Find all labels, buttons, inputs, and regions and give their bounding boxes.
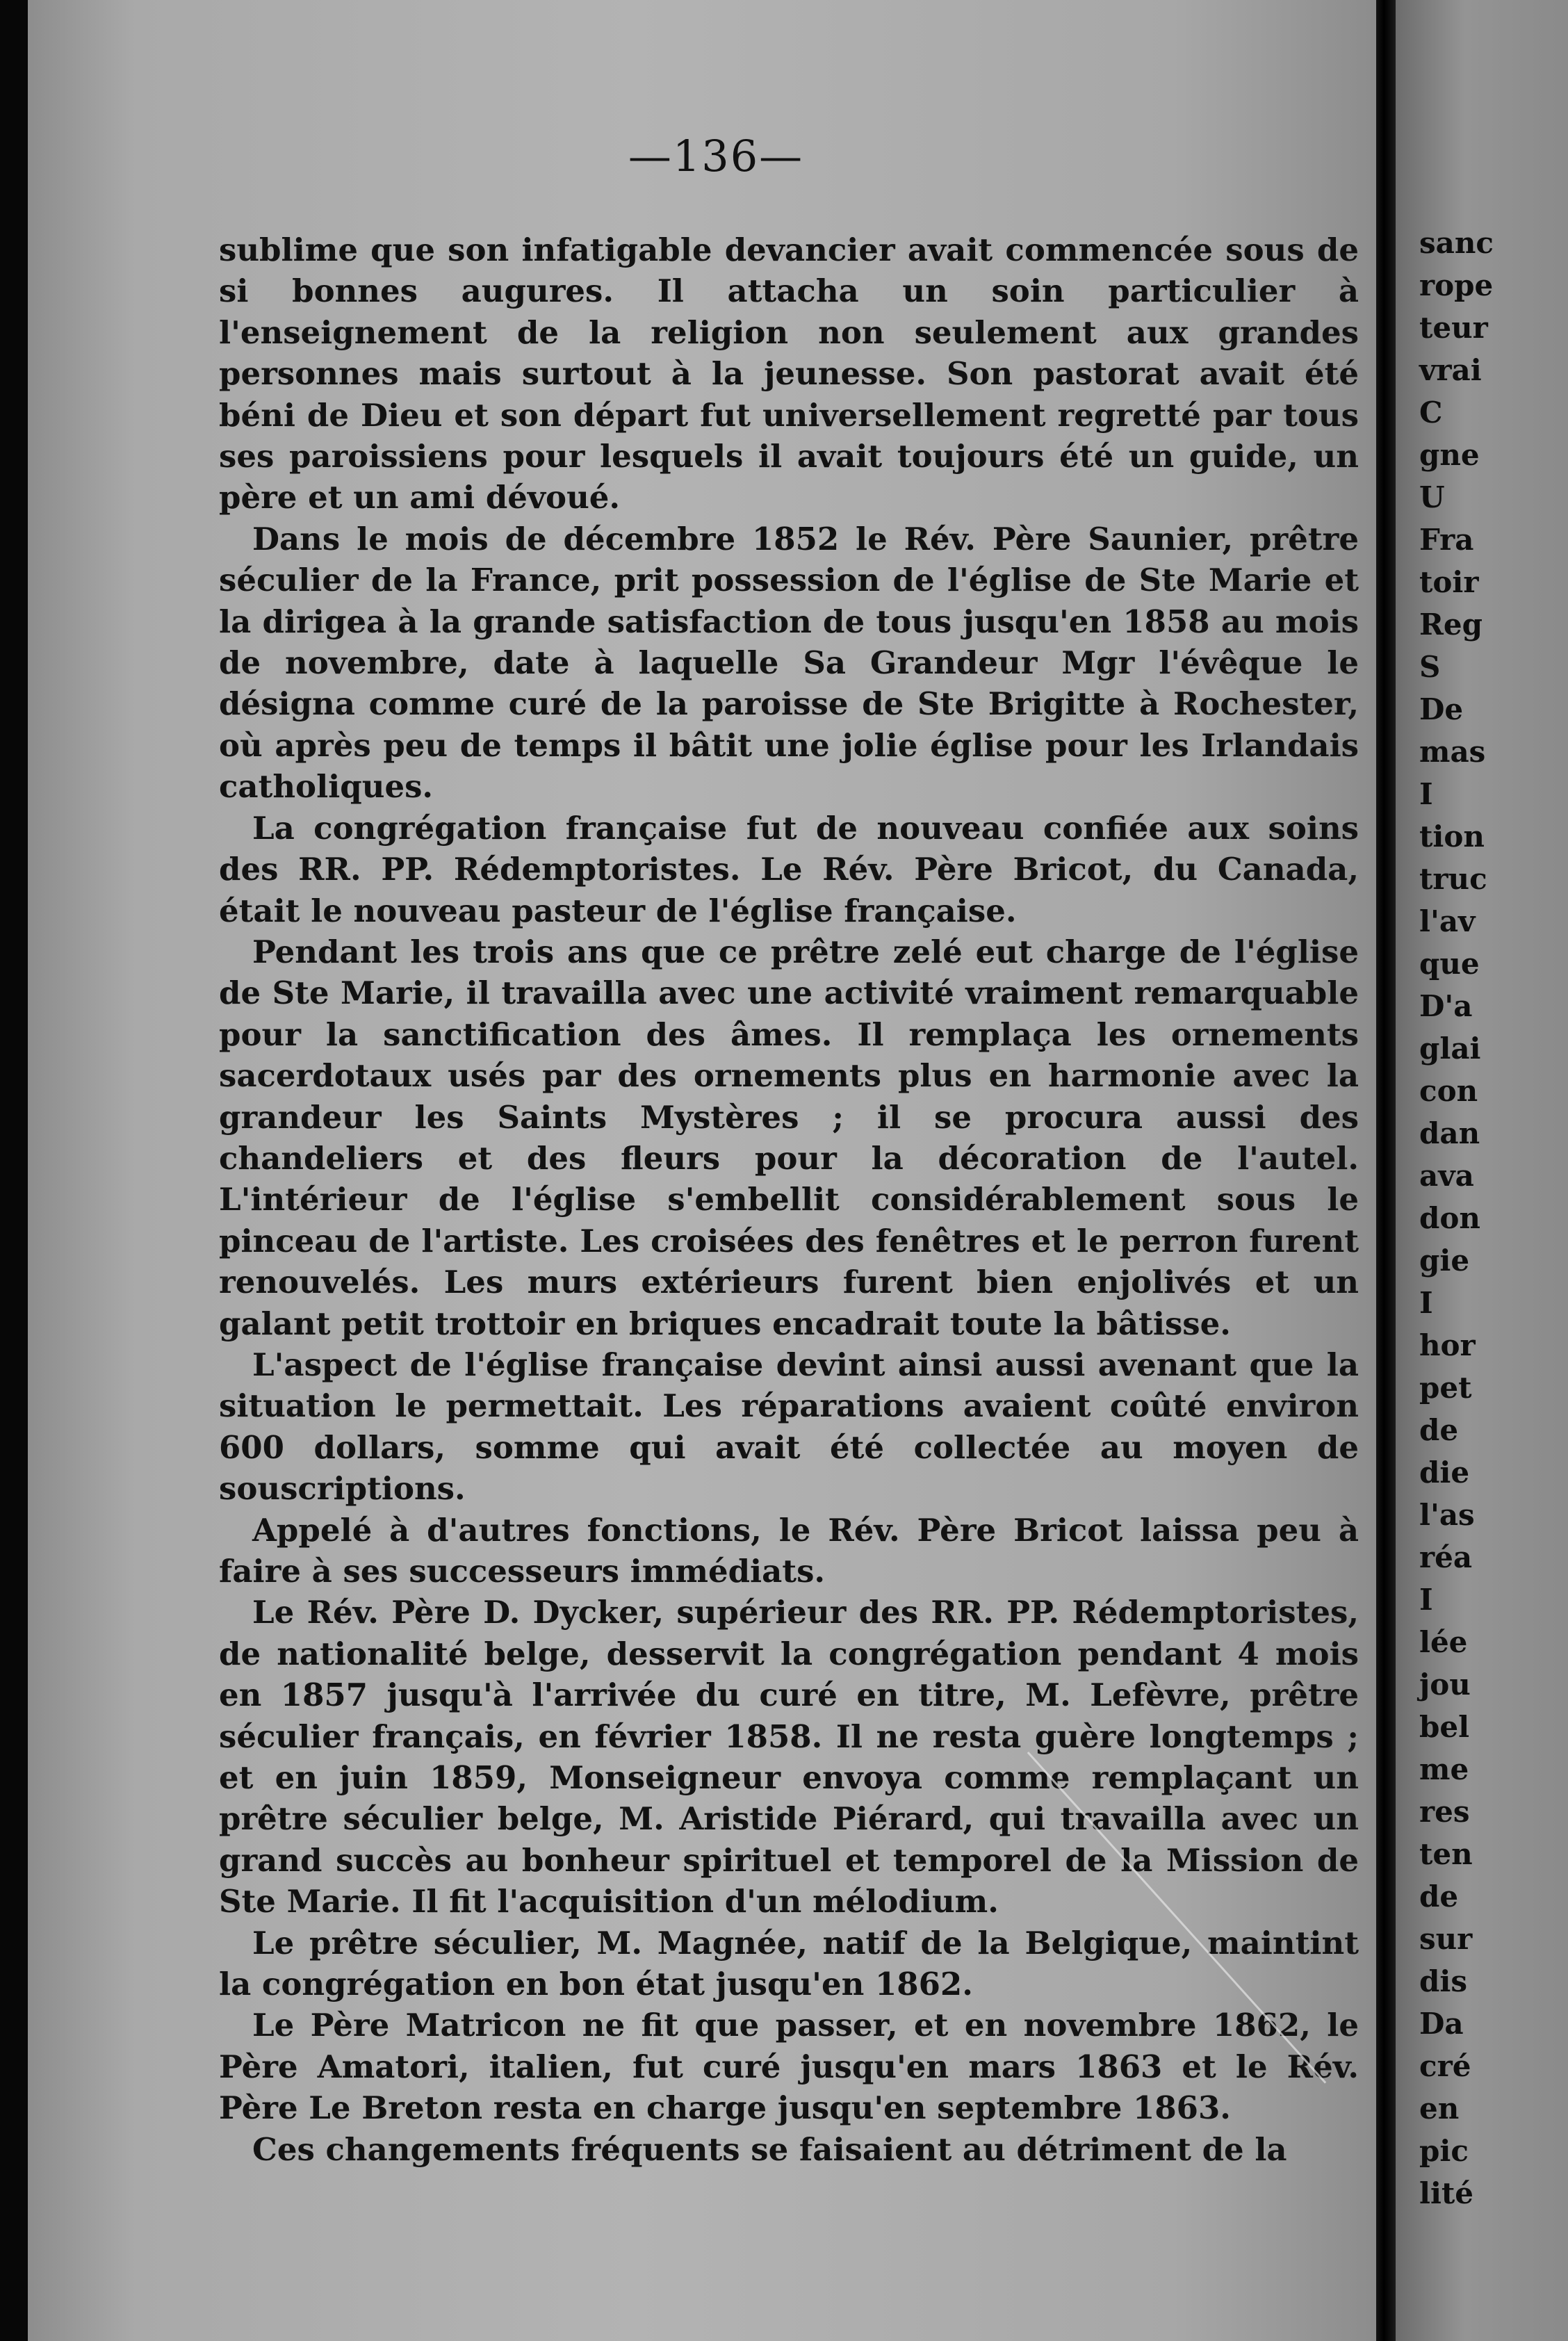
page-number: —136— (628, 131, 804, 181)
adjacent-page-fragment: Fra (1419, 523, 1474, 557)
paragraph: Le Rév. Père D. Dycker, supérieur des RR. PP. Rédemptoristes, de nationalité belge, desservit la congrégation pendant 4 mois en 1857 jusqu'à l'arrivée du curé en titre, M. Lefèvre, prêtre séculier français, en février 1858. Il ne resta guère longtemps ; et en juin 1859, Monseigneur envoya comme remplaçant un prêtre séculier belge, M. Aristide Piérard, qui travailla avec un grand succès au bonheur spirituel et temporel de la Mission de Ste Marie. Il fit l'acquisition d'un mélodium. (219, 1594, 1359, 1920)
adjacent-page-fragment: ten (1419, 1837, 1473, 1871)
adjacent-page-fragment: rope (1419, 268, 1494, 302)
adjacent-page-fragment: que (1419, 947, 1480, 981)
adjacent-page-fragment: Reg (1419, 607, 1483, 642)
adjacent-page-fragment: de (1419, 1413, 1459, 1447)
adjacent-page-fragment: bel (1419, 1710, 1470, 1744)
adjacent-page-fragment: cré (1419, 2049, 1471, 2083)
paragraph: Dans le mois de décembre 1852 le Rév. Père Saunier, prêtre séculier de la France, prit possession de l'église de Ste Marie et la dirigea à la grande satisfaction de tous jusqu'en 1858 au mois de novembre, date à laquelle Sa Grandeur Mgr l'évêque le désigna comme curé de la paroisse de Ste Brigitte à Rochester, où après peu de temps il bâtit une jolie église pour les Irlandais catholiques. (219, 520, 1359, 806)
adjacent-page-fragment: l'as (1419, 1498, 1475, 1532)
adjacent-page-fragment: sanc (1419, 226, 1494, 260)
adjacent-page-fragment: gne (1419, 438, 1480, 472)
adjacent-page-fragment: mas (1419, 735, 1486, 769)
adjacent-page-fragment: D'a (1419, 989, 1473, 1023)
adjacent-page-fragment: pic (1419, 2134, 1469, 2168)
adjacent-page-fragment: glai (1419, 1031, 1481, 1066)
adjacent-page-fragment: pet (1419, 1371, 1472, 1405)
book-page (28, 0, 1376, 2341)
adjacent-page-fragment: I (1419, 1286, 1433, 1320)
adjacent-page-fragment: C (1419, 395, 1443, 430)
adjacent-page-fragment: teur (1419, 311, 1488, 345)
adjacent-page-fragment: truc (1419, 862, 1487, 896)
adjacent-page-fragment: res (1419, 1795, 1470, 1829)
adjacent-page-fragment: I (1419, 1583, 1433, 1617)
adjacent-page-fragment: hor (1419, 1328, 1476, 1362)
adjacent-page-fragment: De (1419, 692, 1464, 726)
adjacent-page-fragment: lité (1419, 2176, 1474, 2210)
adjacent-page-fragment: U (1419, 480, 1445, 514)
adjacent-page-fragment: jou (1419, 1667, 1471, 1702)
adjacent-page-fragment: I (1419, 777, 1433, 811)
adjacent-page-fragment: réa (1419, 1540, 1473, 1574)
paragraph: Ces changements fréquents se faisaient au détriment de la (252, 2130, 1287, 2168)
adjacent-page-fragment: tion (1419, 819, 1485, 854)
adjacent-page-fragment: die (1419, 1455, 1470, 1490)
paragraph: Le Père Matricon ne fit que passer, et en novembre 1862, le Père Amatori, italien, fut curé jusqu'en mars 1863 et le Rév. Père Le Breton resta en charge jusqu'en septembre 1863. (219, 2007, 1359, 2127)
adjacent-page-fragment: dan (1419, 1116, 1480, 1150)
adjacent-page-fragment: l'av (1419, 904, 1476, 938)
adjacent-page-fragment: de (1419, 1879, 1459, 1914)
adjacent-page-fragment: ava (1419, 1159, 1474, 1193)
book-gutter (1376, 0, 1396, 2341)
adjacent-page-fragment: S (1419, 650, 1441, 684)
adjacent-page-fragment: Da (1419, 2007, 1464, 2041)
adjacent-page-fragment: sur (1419, 1922, 1473, 1956)
adjacent-page-fragment: en (1419, 2091, 1460, 2126)
adjacent-page-fragment: me (1419, 1752, 1469, 1786)
paragraph: sublime que son infatigable devancier avait commencée sous de si bonnes augures. Il attacha un soin particulier à l'enseignement de la religion non seulement aux grandes personnes mais surtout à la jeunesse. Son pastorat avait été béni de Dieu et son départ fut universellement regretté par tous ses paroissiens pour lesquels il avait toujours été un guide, un père et un ami dévoué. (219, 231, 1359, 516)
adjacent-page-fragment: lée (1419, 1625, 1468, 1659)
adjacent-page-fragment: dis (1419, 1964, 1467, 1998)
paragraph: La congrégation française fut de nouveau confiée aux soins des RR. PP. Rédemptoristes. Le Rév. Père Bricot, du Canada, était le nouveau pasteur de l'église française. (219, 809, 1359, 929)
adjacent-page-fragment: con (1419, 1074, 1478, 1108)
paragraph: L'aspect de l'église française devint ainsi aussi avenant que la situation le permettait. Les réparations avaient coûté environ 600 dollars, somme qui avait été collectée au moyen de souscriptions. (219, 1346, 1359, 1508)
adjacent-page-fragment: gie (1419, 1243, 1470, 1278)
adjacent-page-fragment: vrai (1419, 353, 1482, 387)
paragraph: Pendant les trois ans que ce prêtre zelé eut charge de l'église de Ste Marie, il travailla avec une activité vraiment remarquable pour la sanctification des âmes. Il remplaça les ornements sacerdotaux usés par des ornements plus en harmonie avec la grandeur les Saints Mystères ; il se procura aussi des chandeliers et des fleurs pour la décoration de l'autel. L'intérieur de l'église s'embellit considérablement sous le pinceau de l'artiste. Les croisées des fenêtres et le perron furent renouvelés. Les murs extérieurs furent bien enjolivés et un galant petit trottoir en briques encadrait toute la bâtisse. (219, 933, 1359, 1342)
paragraph: Appelé à d'autres fonctions, le Rév. Père Bricot laissa peu à faire à ses successeurs immédiats. (219, 1511, 1359, 1590)
adjacent-page-fragment: don (1419, 1201, 1480, 1235)
body-text (219, 229, 1359, 2170)
paragraph: Le prêtre séculier, M. Magnée, natif de la Belgique, maintint la congrégation en bon état jusqu'en 1862. (219, 1924, 1359, 2003)
adjacent-page-fragment: toir (1419, 565, 1479, 599)
